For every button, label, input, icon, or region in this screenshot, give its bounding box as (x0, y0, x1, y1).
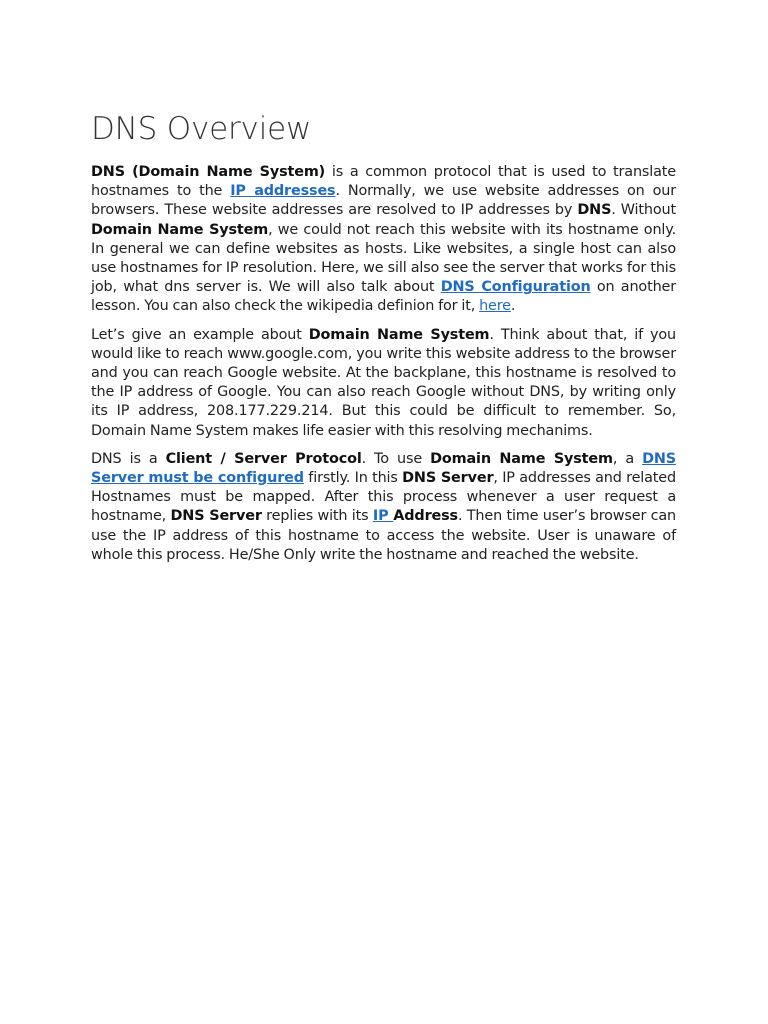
bold-term: Domain Name System (430, 450, 613, 467)
page-title: DNS Overview (91, 111, 312, 147)
text-span: . To use (361, 450, 431, 467)
dns-configuration-link[interactable]: DNS Configuration (440, 279, 591, 296)
text-span: . Think about that, if you would like to reach www.google.com, you write this website address to the browser and you can reach Google website. At the backplane, this hostname is resolved to the IP address of Google. You can also reach Google without DNS, by writing only its IP address, 208.177.229.214. But this could be difficult to remember. So, Domain Name System makes life easier with this resolving mechanims. (91, 326, 676, 439)
bold-term: DNS (577, 202, 612, 219)
paragraph-client-server (91, 450, 676, 565)
text-span: DNS is a (91, 450, 166, 467)
bold-term: Address (393, 508, 458, 525)
bold-term: Domain Name System (91, 221, 269, 238)
text-span: Let’s give an example about (91, 326, 309, 343)
ip-addresses-link[interactable]: IP addresses (230, 183, 336, 200)
document-content (91, 108, 676, 574)
ip-link[interactable]: IP (372, 508, 394, 525)
bold-term: DNS (Domain Name System) (91, 164, 326, 180)
dns-server-configured-link[interactable]: DNS Server must be configured (91, 450, 676, 487)
text-span: firstly. In this (303, 470, 403, 487)
text-span: is a common protocol that is used to translate hostnames to the (91, 164, 676, 200)
wikipedia-here-link[interactable]: here (479, 298, 511, 315)
bold-term: Client / Server Protocol (165, 450, 362, 467)
text-span: . Without (611, 202, 676, 219)
paragraph-intro (91, 163, 676, 317)
text-span: , we could not reach this website with its hostname only. In general we can define websites as hosts. Like websites, a single host can also use hostnames for IP resolution. Here, we sill also see the server that works for this job, what dns server is. We will also talk about (91, 221, 676, 296)
text-span: , a (612, 450, 643, 467)
text-span: . Then time user’s browser can use the IP address of this hostname to access the website. User is unaware of whole this process. He/She Only write the hostname and reached the website. (91, 508, 677, 563)
text-span: , IP addresses and related Hostnames must be mapped. After this process whenever a user request a hostname, (91, 470, 676, 525)
bold-term: DNS Server (402, 470, 494, 487)
text-span: replies with its (261, 508, 373, 525)
text-span: . (510, 298, 516, 315)
text-span: . Normally, we use website addresses on our browsers. These website addresses are resolved to IP addresses by (91, 183, 676, 219)
bold-term: DNS Server (170, 508, 262, 525)
paragraph-example (91, 326, 676, 441)
text-span: on another lesson. You can also check the wikipedia definion for it, (91, 279, 677, 315)
bold-term: Domain Name System (308, 326, 490, 343)
